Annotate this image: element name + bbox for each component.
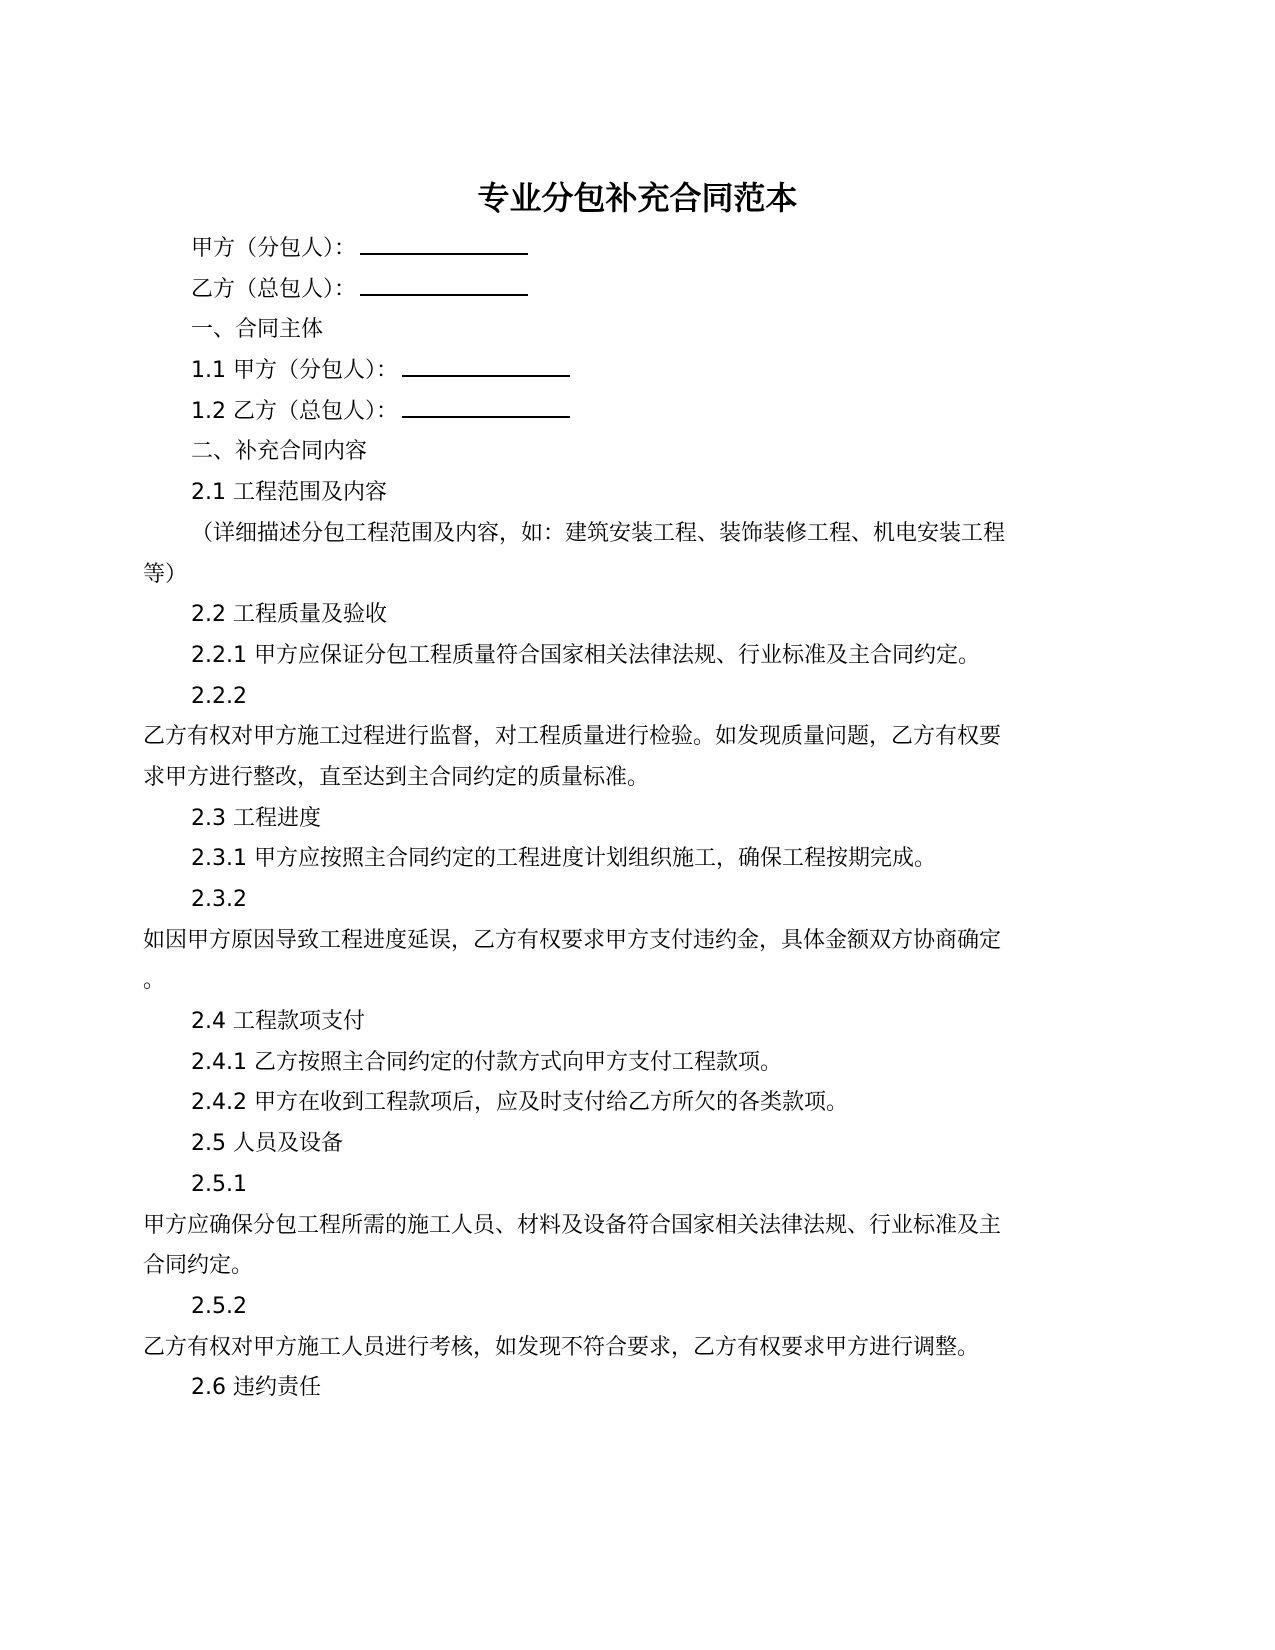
party-b-label: 乙方（总包人）： (191, 276, 357, 302)
clause-2-2-heading: 2.2 工程质量及验收 (191, 602, 387, 628)
clause-2-5-1-line-2: 合同约定。 (143, 1253, 254, 1279)
clause-2-5-1-number: 2.5.1 (191, 1171, 247, 1197)
section-1-heading: 一、合同主体 (191, 317, 324, 343)
document-body (143, 229, 1073, 1409)
party-b-blank-field[interactable] (360, 274, 528, 296)
clause-2-3-2-number: 2.3.2 (191, 887, 247, 912)
clause-2-4-1: 2.4.1 乙方按照主合同约定的付款方式向甲方支付工程款项。 (191, 1049, 782, 1075)
clause-2-1-heading: 2.1 工程范围及内容 (191, 480, 387, 506)
party-b-line (143, 270, 1073, 311)
clause-2-2-2-line-1: 乙方有权对甲方施工过程进行监督，对工程质量进行检验。如发现质量问题，乙方有权要 (143, 724, 1002, 750)
clause-2-5-2-number: 2.5.2 (191, 1293, 247, 1319)
section-2-heading: 二、补充合同内容 (191, 439, 368, 465)
clause-1-2-blank-field[interactable] (402, 396, 570, 418)
clause-1-2-label: 1.2 乙方（总包人）： (191, 398, 398, 424)
clause-1-1-label: 1.1 甲方（分包人）： (191, 358, 398, 384)
clause-2-1-desc-line-1: （详细描述分包工程范围及内容，如：建筑安装工程、装饰装修工程、机电安装工程 (191, 520, 1006, 546)
clause-2-5-heading: 2.5 人员及设备 (191, 1131, 343, 1157)
party-a-label: 甲方（分包人）： (191, 236, 357, 261)
document-title: 专业分包补充合同范本 (477, 179, 798, 217)
clause-2-1-desc-line-2: 等） (143, 561, 188, 587)
clause-2-5-1-line-1: 甲方应确保分包工程所需的施工人员、材料及设备符合国家相关法律法规、行业标准及主 (143, 1212, 1002, 1238)
clause-2-2-2-number: 2.2.2 (191, 683, 247, 709)
party-a-line (143, 229, 1073, 270)
clause-1-1-blank-field[interactable] (402, 355, 570, 377)
clause-2-6-heading: 2.6 违约责任 (191, 1375, 321, 1401)
clause-2-3-1: 2.3.1 甲方应按照主合同约定的工程进度计划组织施工，确保工程按期完成。 (191, 846, 936, 872)
clause-2-2-1: 2.2.1 甲方应保证分包工程质量符合国家相关法律法规、行业标准及主合同约定。 (191, 642, 980, 668)
clause-2-4-heading: 2.4 工程款项支付 (191, 1009, 365, 1035)
clause-1-2 (143, 392, 1073, 433)
clause-1-1 (143, 351, 1073, 392)
clause-2-3-heading: 2.3 工程进度 (191, 805, 321, 831)
clause-2-5-2-line-1: 乙方有权对甲方施工人员进行考核，如发现不符合要求，乙方有权要求甲方进行调整。 (143, 1334, 980, 1360)
clause-2-2-2-line-2: 求甲方进行整改，直至达到主合同约定的质量标准。 (143, 764, 650, 790)
clause-2-3-2-line-1: 如因甲方原因导致工程进度延误，乙方有权要求甲方支付违约金，具体金额双方协商确定 (143, 927, 1002, 953)
clause-2-4-2: 2.4.2 甲方在收到工程款项后，应及时支付给乙方所欠的各类款项。 (191, 1090, 848, 1116)
party-a-blank-field[interactable] (360, 233, 528, 255)
clause-2-3-2-line-2: 。 (143, 968, 166, 994)
